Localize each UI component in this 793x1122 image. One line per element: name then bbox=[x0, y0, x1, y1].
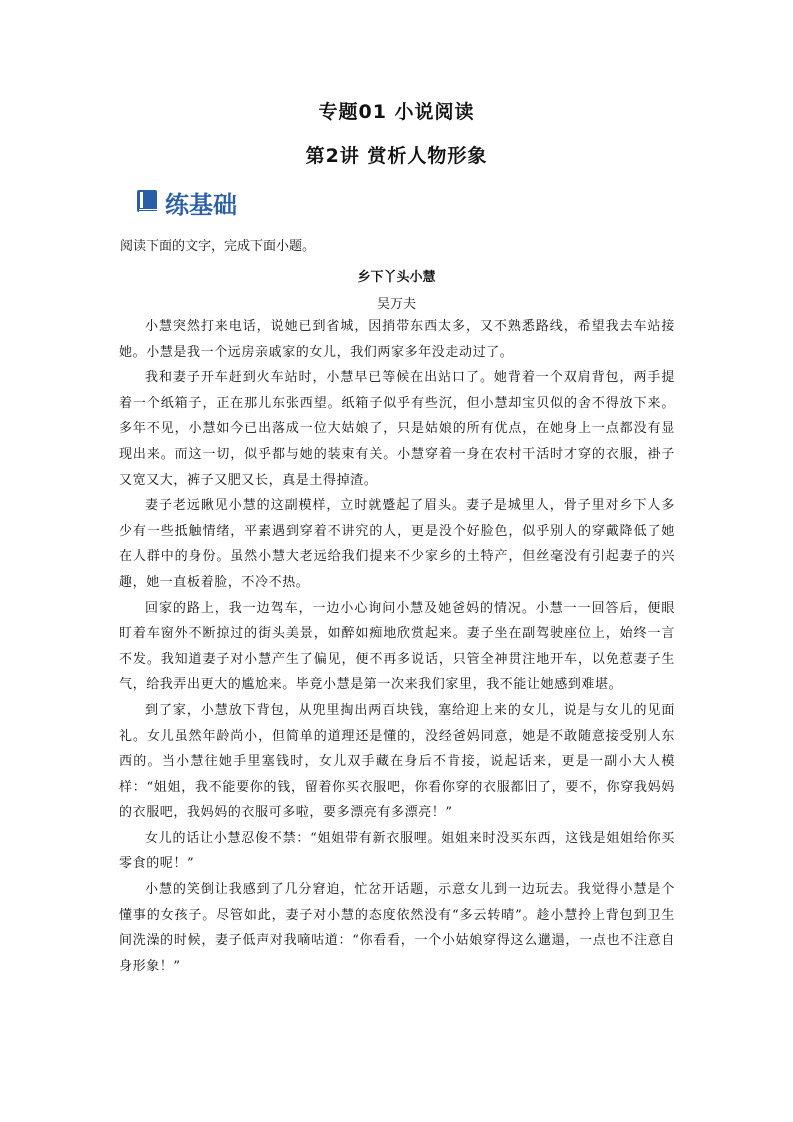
story-paragraph: 小慧的笑倒让我感到了几分窘迫，忙岔开话题，示意女儿到一边玩去。我觉得小慧是个懂事的女孩子。尽管如此，妻子对小慧的态度依然没有“多云转晴”。趁小慧拎上背包到卫生间洗澡的时候，妻子低声对我嘀咕道：“你看看，一个小姑娘穿得这么邋遢，一点也不注意自身形象！” bbox=[119, 882, 675, 974]
story-paragraph: 女儿的话让小慧忍俊不禁：“姐姐带有新衣服哩。姐姐来时没买东西，这钱是姐姐给你买零食的呢！” bbox=[119, 830, 675, 872]
book-icon bbox=[136, 189, 160, 215]
section-badge bbox=[136, 186, 237, 218]
story-paragraph: 到了家，小慧放下背包，从兜里掏出两百块钱，塞给迎上来的女儿，说是与女儿的见面礼。女儿虽然年龄尚小，但简单的道理还是懂的，没经爸妈同意，她是不敢随意接受别人东西的。当小慧往她手里塞钱时，女儿双手藏在身后不肯接，说起话来，更是一副小大人模样：“姐姐，我不能要你的钱，留着你买衣服吧，你看你穿的衣服都旧了，要不，你穿我妈妈的衣服吧，我妈妈的衣服可多啦，要多漂亮有多漂亮！” bbox=[119, 702, 675, 821]
page-subtitle: 第2讲 赏析人物形象 bbox=[305, 145, 488, 167]
story-paragraph: 我和妻子开车赶到火车站时，小慧早已等候在出站口了。她背着一个双肩背包，两手提着一个纸箱子，正在那儿东张西望。纸箱子似乎有些沉，但小慧却宝贝似的舍不得放下来。多年不见，小慧如今已出落成一位大姑娘了，只是姑娘的所有优点，在她身上一点都没有显现出来。而这一切，似乎都与她的装束有关。小慧穿着一身在农村干活时才穿的衣服，褂子又宽又大，裤子又肥又长，真是土得掉渣。 bbox=[119, 370, 675, 488]
page-title: 专题01 小说阅读 bbox=[318, 101, 475, 123]
story-paragraph: 回家的路上，我一边驾车，一边小心询问小慧及她爸妈的情况。小慧一一回答后，便眼盯着车窗外不断掠过的街头美景，如醉如痴地欣赏起来。妻子坐在副驾驶座位上，始终一言不发。我知道妻子对小慧产生了偏见，便不再多说话，只管全神贯注地开车，以免惹妻子生气，给我弄出更大的尴尬来。毕竟小慧是第一次来我们家里，我不能让她感到难堪。 bbox=[119, 600, 675, 693]
story-paragraph: 妻子老远瞅见小慧的这副模样，立时就蹙起了眉头。妻子是城里人，骨子里对乡下人多少有一些抵触情绪，平素遇到穿着不讲究的人，更是没个好脸色，似乎别人的穿戴降低了她在人群中的身份。虽然小慧大老远给我们提来不少家乡的土特产，但丝毫没有引起妻子的兴趣，她一直板着脸，不冷不热。 bbox=[119, 498, 675, 590]
story-author: 吴万夫 bbox=[376, 297, 416, 312]
story-paragraph: 小慧突然打来电话，说她已到省城，因捎带东西太多，又不熟悉路线，希望我去车站接她。小慧是我一个远房亲戚家的女儿，我们两家多年没走动过了。 bbox=[119, 319, 675, 360]
story-body bbox=[119, 314, 675, 979]
instruction-text: 阅读下面的文字，完成下面小题。 bbox=[120, 239, 316, 254]
section-badge-label: 练基础 bbox=[165, 190, 237, 219]
story-title: 乡下丫头小慧 bbox=[357, 270, 436, 285]
